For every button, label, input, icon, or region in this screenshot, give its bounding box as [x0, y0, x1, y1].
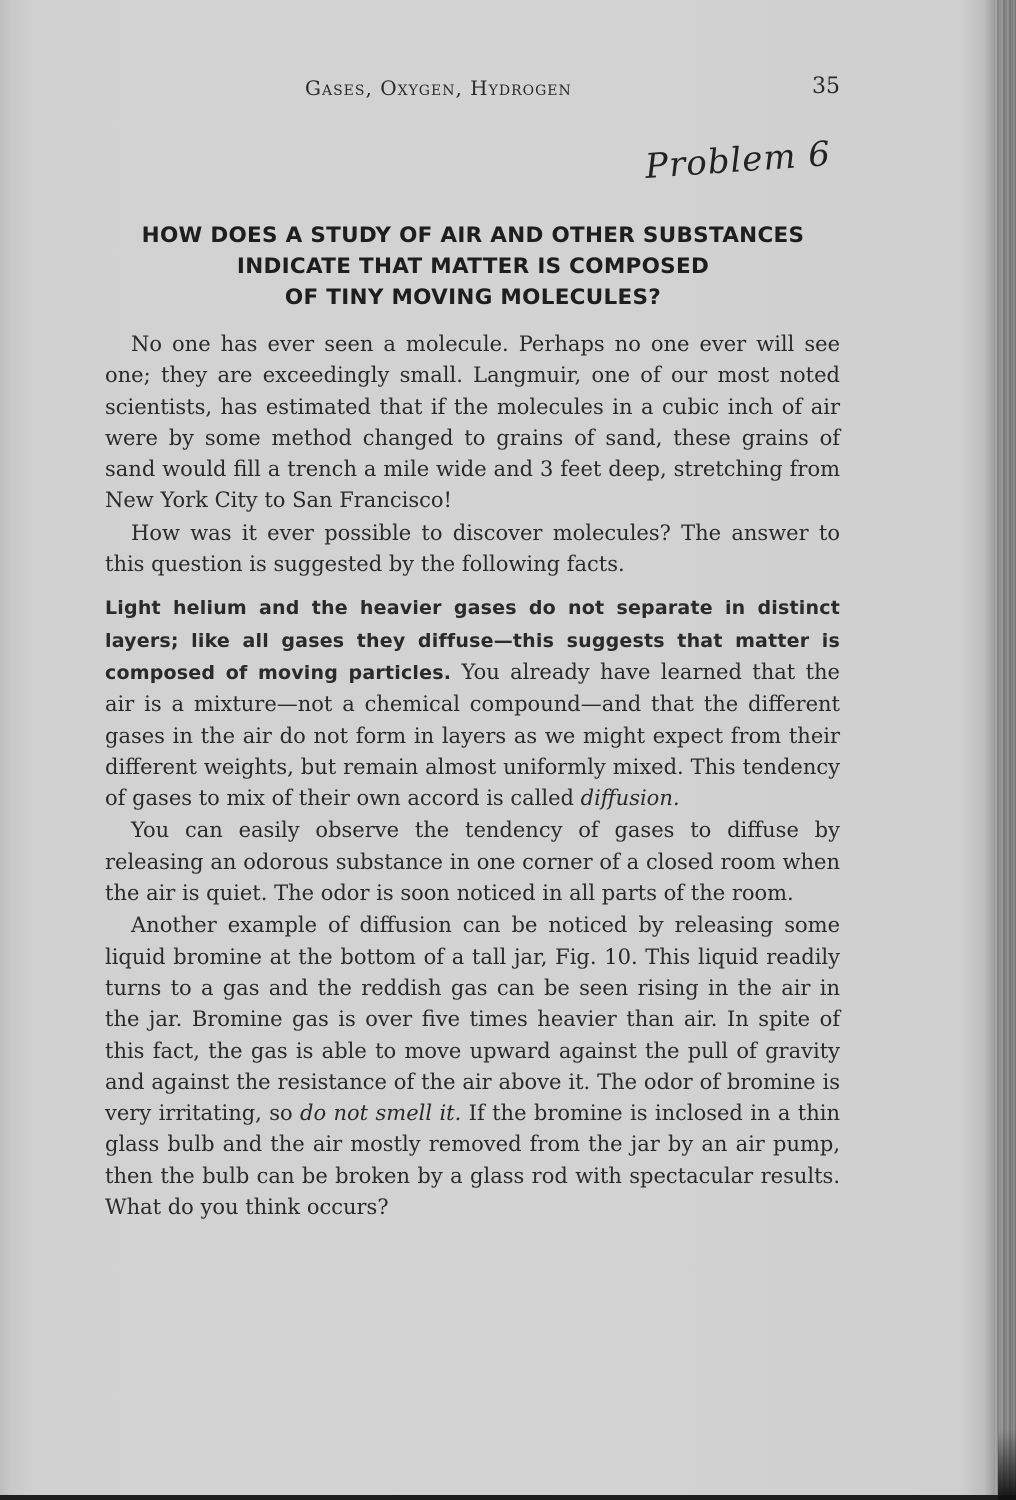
- scan-corner-shadow: [998, 1430, 1016, 1500]
- paragraph-question: [105, 518, 840, 581]
- scan-bottom-border: [0, 1495, 1016, 1500]
- paragraph-text: You can easily observe the tendency of gases to diffuse by releasing an odorous substance in one corner of a closed room when the air is quiet. The odor is soon noticed in all parts of the room.: [105, 818, 840, 906]
- run-in-heading: Light helium and the heavier gases do not separate in distinct layers; like all gases they diffuse—this suggests that matter is composed of moving particles.: [105, 597, 840, 684]
- running-title: Gases, Oxygen, Hydrogen: [305, 76, 572, 100]
- heading-line: HOW DOES A STUDY OF AIR AND OTHER SUBSTANCES: [141, 223, 805, 248]
- body-text: [105, 329, 840, 1223]
- heading-line: INDICATE THAT MATTER IS COMPOSED: [236, 254, 710, 279]
- paragraph-molecules: [105, 329, 840, 517]
- italic-term: diffusion.: [580, 786, 680, 811]
- paragraph-odor: [105, 815, 840, 909]
- paragraph-text: No one has ever seen a molecule. Perhaps no one ever will see one; they are exceedingly small. Langmuir, one of our most noted scientists, has estimated that if the molecules in a cubic inch of air were by some method changed to grains of sand, these grains of sand would fill a trench a mile wide and 3 feet deep, stretching from New York City to San Francisco!: [105, 332, 840, 513]
- running-header: [105, 72, 840, 106]
- heading-line: OF TINY MOVING MOLECULES?: [284, 285, 662, 310]
- italic-warning: do not smell it.: [300, 1101, 462, 1126]
- page-number: 35: [812, 74, 840, 99]
- paragraph-text: Another example of diffusion can be noticed by releasing some liquid bromine at the bottom of a tall jar, Fig. 10. This liquid readily turns to a gas and the reddish gas can be seen rising in the air in the jar. Bromine gas is over five times heavier than air. In spite of this fact, the gas is able to move upward against the pull of gravity and against the resistance of the air above it. The odor of bromine is very irritating, so: [105, 913, 840, 1126]
- paragraph-text: You already have learned that the air is a mixture—not a chemical compound—and that the different gases in the air do not form in layers as we might expect from their different weights, but remain almost uniformly mixed. This tendency of gases to mix of their own accord is called: [105, 659, 840, 811]
- paragraph-bromine: [105, 910, 840, 1223]
- problem-label: Problem 6: [643, 134, 833, 187]
- paragraph-text: If the bromine is inclosed in a thin glass bulb and the air mostly removed from the jar by an air pump, then the bulb can be broken by a glass rod with spectacular results. What do you think occurs?: [105, 1101, 840, 1220]
- paragraph-diffusion: [105, 592, 840, 814]
- page-stack-edge: [994, 0, 1016, 1500]
- paragraph-text: How was it ever possible to discover molecules? The answer to this question is suggested by the following facts.: [105, 520, 840, 577]
- problem-heading: [103, 220, 843, 313]
